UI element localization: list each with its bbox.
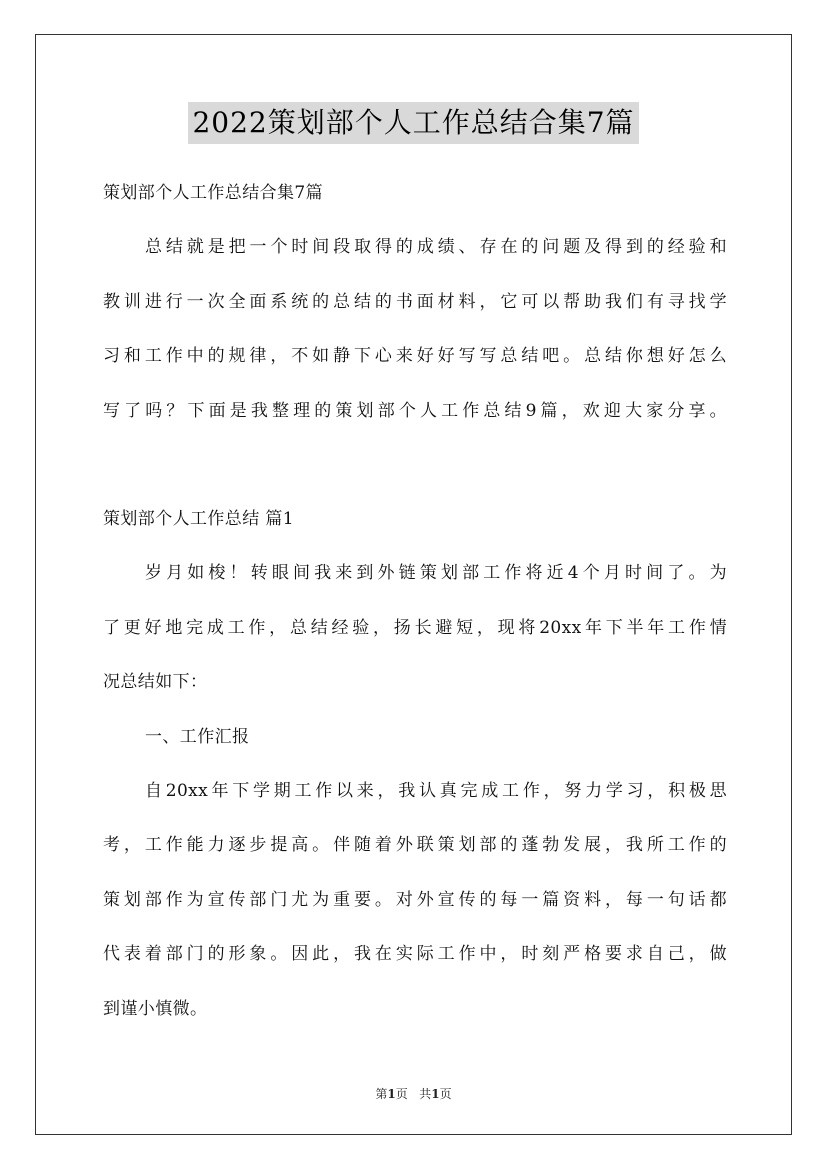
title-text: 2022策划部个人工作总结合集7篇: [188, 102, 638, 144]
intro-line-3: 习和工作中的规律，不如静下心来好好写写总结吧。总结你想好怎么: [103, 346, 727, 366]
document-title: [0, 102, 827, 144]
para2-line-5: 到谨小慎微。: [103, 999, 208, 1019]
footer-page-num: 1: [387, 1087, 396, 1101]
footer-total-pages: 1: [431, 1087, 440, 1101]
para1-line-2: 了更好地完成工作，总结经验，扬长避短，现将20xx年下半年工作情: [103, 618, 727, 638]
section-heading: 策划部个人工作总结 篇1: [103, 509, 295, 529]
para2-line-4: 代表着部门的形象。因此，我在实际工作中，时刻严格要求自己，做: [103, 944, 727, 964]
footer-page-suffix: 页: [439, 1087, 452, 1101]
para2-line-2: 考，工作能力逐步提高。伴随着外联策划部的蓬勃发展，我所工作的: [103, 835, 727, 855]
para2-line-1: 自20xx年下学期工作以来，我认真完成工作，努力学习，积极思: [145, 781, 727, 801]
intro-line-2: 教训进行一次全面系统的总结的书面材料，它可以帮助我们有寻找学: [103, 292, 727, 312]
footer-page-prefix: 第: [375, 1087, 388, 1101]
para2-line-3: 策划部作为宣传部门尤为重要。对外宣传的每一篇资料，每一句话都: [103, 890, 727, 910]
subheading: 一、工作汇报: [145, 727, 250, 747]
intro-line-1: 总结就是把一个时间段取得的成绩、存在的问题及得到的经验和: [145, 237, 727, 257]
subtitle: 策划部个人工作总结合集7篇: [103, 183, 324, 203]
para1-line-3: 况总结如下：: [103, 672, 208, 692]
para1-line-1: 岁月如梭！转眼间我来到外链策划部工作将近4个月时间了。为: [145, 563, 727, 583]
footer-page-mid: 页 共: [395, 1087, 432, 1101]
page-footer: [0, 1085, 827, 1102]
intro-line-4: 写了吗？下面是我整理的策划部个人工作总结9篇，欢迎大家分享。: [103, 401, 727, 421]
